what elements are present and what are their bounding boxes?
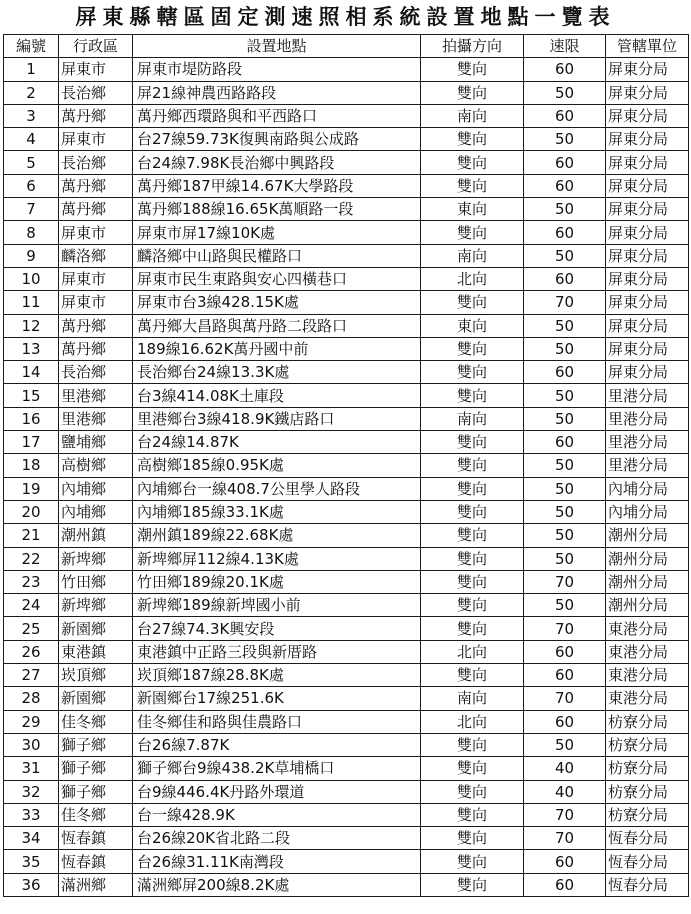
table-row [4,687,689,710]
cell-jurisdiction: 枋寮分局 [606,733,689,756]
cell-speed-limit: 60 [524,151,606,174]
table-row [4,431,689,454]
cell-number: 35 [4,850,59,873]
cell-direction: 雙向 [421,500,524,523]
cell-location: 內埔鄉185線33.1K處 [133,500,421,523]
cell-number: 22 [4,547,59,570]
cell-speed-limit: 70 [524,570,606,593]
cell-direction: 雙向 [421,827,524,850]
cell-direction: 雙向 [421,337,524,360]
cell-location: 東港鎮中正路三段與新厝路 [133,640,421,663]
table-body [4,58,689,897]
cell-number: 7 [4,198,59,221]
cell-direction: 雙向 [421,384,524,407]
cell-direction: 雙向 [421,454,524,477]
cell-number: 31 [4,757,59,780]
cell-speed-limit: 50 [524,198,606,221]
cell-direction: 雙向 [421,128,524,151]
table-row [4,267,689,290]
cell-speed-limit: 70 [524,291,606,314]
cell-district: 新埤鄉 [59,547,133,570]
cell-district: 潮州鎮 [59,524,133,547]
cell-location: 屏東市屏17線10K處 [133,221,421,244]
cell-district: 長治鄉 [59,151,133,174]
cell-district: 屏東市 [59,58,133,81]
table-row [4,361,689,384]
cell-location: 台26線31.11K南灣段 [133,850,421,873]
cell-jurisdiction: 里港分局 [606,431,689,454]
cell-location: 崁頂鄉187線28.8K處 [133,664,421,687]
cell-number: 15 [4,384,59,407]
cell-jurisdiction: 里港分局 [606,407,689,430]
header-direction: 拍攝方向 [421,35,524,58]
cell-location: 萬丹鄉西環路與和平西路口 [133,104,421,127]
cell-district: 屏東市 [59,267,133,290]
cell-number: 11 [4,291,59,314]
cell-speed-limit: 70 [524,617,606,640]
cell-number: 27 [4,664,59,687]
cell-location: 長治鄉台24線13.3K處 [133,361,421,384]
cell-location: 189線16.62K萬丹國中前 [133,337,421,360]
cell-district: 竹田鄉 [59,570,133,593]
cell-number: 10 [4,267,59,290]
cell-direction: 雙向 [421,174,524,197]
cell-district: 滿洲鄉 [59,873,133,896]
cell-speed-limit: 70 [524,687,606,710]
cell-direction: 雙向 [421,664,524,687]
cell-jurisdiction: 東港分局 [606,687,689,710]
cell-direction: 雙向 [421,524,524,547]
cell-location: 台27線59.73K復興南路與公成路 [133,128,421,151]
cell-district: 鹽埔鄉 [59,431,133,454]
cell-number: 19 [4,477,59,500]
cell-jurisdiction: 東港分局 [606,640,689,663]
cell-number: 17 [4,431,59,454]
cell-speed-limit: 60 [524,640,606,663]
cell-jurisdiction: 枋寮分局 [606,757,689,780]
cell-number: 14 [4,361,59,384]
table-row [4,314,689,337]
cell-district: 新園鄉 [59,687,133,710]
cell-direction: 雙向 [421,780,524,803]
cell-district: 屏東市 [59,221,133,244]
cell-number: 6 [4,174,59,197]
cell-number: 25 [4,617,59,640]
cell-jurisdiction: 內埔分局 [606,500,689,523]
cell-direction: 雙向 [421,477,524,500]
cell-direction: 雙向 [421,221,524,244]
cell-district: 東港鎮 [59,640,133,663]
cell-speed-limit: 50 [524,594,606,617]
cell-jurisdiction: 枋寮分局 [606,710,689,733]
cell-number: 4 [4,128,59,151]
cell-district: 佳冬鄉 [59,710,133,733]
cell-district: 里港鄉 [59,407,133,430]
cell-direction: 雙向 [421,757,524,780]
cell-jurisdiction: 潮州分局 [606,570,689,593]
cell-district: 恆春鎮 [59,827,133,850]
table-row [4,570,689,593]
cell-jurisdiction: 枋寮分局 [606,780,689,803]
cell-number: 18 [4,454,59,477]
cell-speed-limit: 50 [524,128,606,151]
cell-jurisdiction: 屏東分局 [606,361,689,384]
table-row [4,174,689,197]
table-row [4,617,689,640]
cell-district: 崁頂鄉 [59,664,133,687]
cell-direction: 南向 [421,244,524,267]
cell-speed-limit: 60 [524,873,606,896]
cell-number: 21 [4,524,59,547]
table-row [4,547,689,570]
cell-district: 獅子鄉 [59,757,133,780]
cell-district: 萬丹鄉 [59,174,133,197]
cell-location: 萬丹鄉大昌路與萬丹路二段路口 [133,314,421,337]
document-title: 屏東縣轄區固定測速照相系統設置地點一覽表 [75,5,616,29]
cell-speed-limit: 50 [524,524,606,547]
table-row [4,803,689,826]
table-row [4,640,689,663]
cell-district: 萬丹鄉 [59,337,133,360]
cell-direction: 東向 [421,314,524,337]
cell-number: 3 [4,104,59,127]
cell-direction: 雙向 [421,873,524,896]
cell-speed-limit: 60 [524,850,606,873]
header-jurisdiction: 管轄單位 [606,35,689,58]
cell-number: 26 [4,640,59,663]
cell-jurisdiction: 恆春分局 [606,850,689,873]
table-row [4,664,689,687]
cell-number: 12 [4,314,59,337]
table-row [4,524,689,547]
cell-location: 新埤鄉189線新埤國小前 [133,594,421,617]
cell-jurisdiction: 屏東分局 [606,337,689,360]
cell-location: 屏東市台3線428.15K處 [133,291,421,314]
cell-speed-limit: 50 [524,407,606,430]
table-row [4,198,689,221]
table-row [4,500,689,523]
cell-jurisdiction: 內埔分局 [606,477,689,500]
cell-speed-limit: 60 [524,221,606,244]
cell-speed-limit: 60 [524,104,606,127]
table-row [4,733,689,756]
cell-number: 36 [4,873,59,896]
cell-speed-limit: 60 [524,361,606,384]
cell-speed-limit: 60 [524,267,606,290]
cell-district: 內埔鄉 [59,477,133,500]
cell-jurisdiction: 枋寮分局 [606,803,689,826]
cell-jurisdiction: 屏東分局 [606,128,689,151]
table-row [4,873,689,896]
cell-number: 24 [4,594,59,617]
cell-direction: 東向 [421,198,524,221]
cell-location: 萬丹鄉187甲線14.67K大學路段 [133,174,421,197]
cell-direction: 南向 [421,687,524,710]
cell-direction: 北向 [421,710,524,733]
cell-direction: 雙向 [421,431,524,454]
cell-number: 20 [4,500,59,523]
cell-district: 麟洛鄉 [59,244,133,267]
table-row [4,710,689,733]
cell-location: 新園鄉台17線251.6K [133,687,421,710]
cell-speed-limit: 50 [524,337,606,360]
header-district: 行政區 [59,35,133,58]
table-row [4,594,689,617]
cell-jurisdiction: 屏東分局 [606,58,689,81]
cell-jurisdiction: 屏東分局 [606,198,689,221]
cell-jurisdiction: 潮州分局 [606,547,689,570]
cell-district: 高樹鄉 [59,454,133,477]
header-number: 編號 [4,35,59,58]
header-speed-limit: 速限 [524,35,606,58]
cell-location: 滿洲鄉屏200線8.2K處 [133,873,421,896]
table-row [4,151,689,174]
cell-number: 23 [4,570,59,593]
cell-direction: 北向 [421,640,524,663]
cell-jurisdiction: 屏東分局 [606,314,689,337]
cell-location: 台3線414.08K土庫段 [133,384,421,407]
cell-jurisdiction: 里港分局 [606,384,689,407]
cell-district: 萬丹鄉 [59,314,133,337]
cell-number: 16 [4,407,59,430]
cell-speed-limit: 60 [524,664,606,687]
table-row [4,291,689,314]
cell-district: 恆春鎮 [59,850,133,873]
cell-speed-limit: 50 [524,454,606,477]
cell-direction: 雙向 [421,81,524,104]
cell-jurisdiction: 屏東分局 [606,81,689,104]
cell-jurisdiction: 東港分局 [606,664,689,687]
table-row [4,407,689,430]
cell-number: 29 [4,710,59,733]
table-row [4,221,689,244]
cell-district: 萬丹鄉 [59,198,133,221]
cell-district: 長治鄉 [59,361,133,384]
cell-district: 內埔鄉 [59,500,133,523]
cell-speed-limit: 60 [524,710,606,733]
cell-location: 屏21線神農西路路段 [133,81,421,104]
cell-speed-limit: 40 [524,780,606,803]
cell-speed-limit: 50 [524,500,606,523]
cell-speed-limit: 60 [524,174,606,197]
cell-speed-limit: 50 [524,733,606,756]
cell-jurisdiction: 屏東分局 [606,291,689,314]
table-row [4,81,689,104]
cell-speed-limit: 50 [524,547,606,570]
cell-number: 5 [4,151,59,174]
cell-location: 竹田鄉189線20.1K處 [133,570,421,593]
cell-jurisdiction: 東港分局 [606,617,689,640]
cell-jurisdiction: 屏東分局 [606,151,689,174]
cell-direction: 雙向 [421,361,524,384]
cell-location: 麟洛鄉中山路與民權路口 [133,244,421,267]
table-row [4,454,689,477]
cell-location: 台24線14.87K [133,431,421,454]
cell-number: 8 [4,221,59,244]
cell-location: 台24線7.98K長治鄉中興路段 [133,151,421,174]
cell-location: 潮州鎮189線22.68K處 [133,524,421,547]
table-row [4,477,689,500]
cell-location: 佳冬鄉佳和路與佳農路口 [133,710,421,733]
table-row [4,827,689,850]
table-row [4,128,689,151]
cell-location: 高樹鄉185線0.95K處 [133,454,421,477]
cell-jurisdiction: 屏東分局 [606,174,689,197]
cell-direction: 雙向 [421,58,524,81]
cell-speed-limit: 60 [524,431,606,454]
cell-number: 28 [4,687,59,710]
cell-district: 萬丹鄉 [59,104,133,127]
cell-direction: 雙向 [421,291,524,314]
cell-number: 30 [4,733,59,756]
cell-number: 33 [4,803,59,826]
cell-direction: 雙向 [421,617,524,640]
cell-location: 台一線428.9K [133,803,421,826]
table-row [4,780,689,803]
cell-number: 1 [4,58,59,81]
cell-number: 2 [4,81,59,104]
cell-direction: 南向 [421,407,524,430]
cell-speed-limit: 60 [524,58,606,81]
cell-speed-limit: 40 [524,757,606,780]
cell-location: 新埤鄉屏112線4.13K處 [133,547,421,570]
table-row [4,337,689,360]
table-row [4,58,689,81]
table-row [4,384,689,407]
cell-speed-limit: 50 [524,477,606,500]
cell-location: 台27線74.3K興安段 [133,617,421,640]
cell-speed-limit: 50 [524,384,606,407]
cell-district: 新埤鄉 [59,594,133,617]
cell-district: 獅子鄉 [59,780,133,803]
cell-number: 34 [4,827,59,850]
cell-district: 獅子鄉 [59,733,133,756]
table-header-row [4,35,689,58]
cell-district: 長治鄉 [59,81,133,104]
cell-jurisdiction: 屏東分局 [606,244,689,267]
cell-location: 里港鄉台3線418.9K鐵店路口 [133,407,421,430]
cell-direction: 雙向 [421,803,524,826]
cell-jurisdiction: 恆春分局 [606,827,689,850]
cell-direction: 雙向 [421,151,524,174]
cell-direction: 雙向 [421,850,524,873]
header-location: 設置地點 [133,35,421,58]
cell-district: 屏東市 [59,128,133,151]
cell-direction: 雙向 [421,733,524,756]
cell-jurisdiction: 恆春分局 [606,873,689,896]
cell-jurisdiction: 潮州分局 [606,524,689,547]
cell-number: 32 [4,780,59,803]
cell-direction: 雙向 [421,594,524,617]
cell-district: 新園鄉 [59,617,133,640]
cell-direction: 北向 [421,267,524,290]
cell-number: 13 [4,337,59,360]
cell-direction: 雙向 [421,547,524,570]
cell-speed-limit: 50 [524,314,606,337]
cell-district: 屏東市 [59,291,133,314]
cell-jurisdiction: 屏東分局 [606,104,689,127]
cell-speed-limit: 50 [524,81,606,104]
table-row [4,757,689,780]
cell-location: 屏東市民生東路與安心四橫巷口 [133,267,421,290]
cell-jurisdiction: 屏東分局 [606,221,689,244]
cell-location: 萬丹鄉188線16.65K萬順路一段 [133,198,421,221]
cell-district: 里港鄉 [59,384,133,407]
cell-number: 9 [4,244,59,267]
cell-direction: 南向 [421,104,524,127]
cell-speed-limit: 70 [524,827,606,850]
cell-jurisdiction: 里港分局 [606,454,689,477]
table-row [4,850,689,873]
cell-location: 台9線446.4K丹路外環道 [133,780,421,803]
cell-location: 台26線7.87K [133,733,421,756]
cell-district: 佳冬鄉 [59,803,133,826]
table-row [4,244,689,267]
table-row [4,104,689,127]
cell-jurisdiction: 潮州分局 [606,594,689,617]
cell-speed-limit: 50 [524,244,606,267]
cell-location: 屏東市堤防路段 [133,58,421,81]
cell-location: 內埔鄉台一線408.7公里學人路段 [133,477,421,500]
cell-location: 台26線20K省北路二段 [133,827,421,850]
cell-location: 獅子鄉台9線438.2K草埔橋口 [133,757,421,780]
cell-jurisdiction: 屏東分局 [606,267,689,290]
cell-speed-limit: 70 [524,803,606,826]
cell-direction: 雙向 [421,570,524,593]
speed-camera-table [3,34,689,897]
